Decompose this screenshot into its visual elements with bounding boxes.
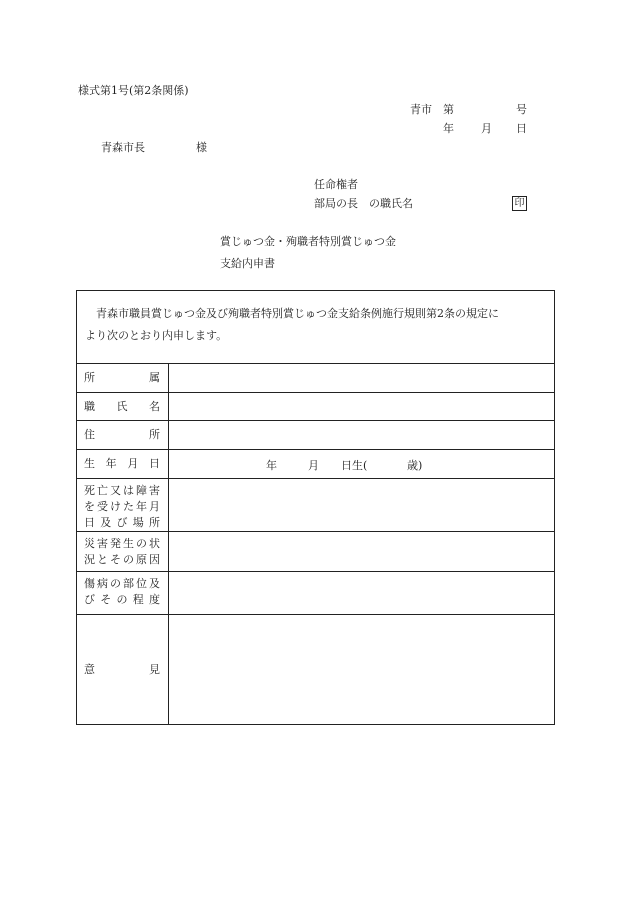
addressee-honorific: 様 bbox=[196, 141, 207, 154]
label-address: 住所 bbox=[84, 428, 160, 441]
form-id: 様式第1号(第2条関係) bbox=[78, 84, 189, 97]
dob-day: 日生( bbox=[341, 459, 368, 472]
field-disaster[interactable] bbox=[169, 532, 554, 571]
date-month: 月 bbox=[481, 122, 492, 135]
addressee: 青森市長 bbox=[101, 141, 145, 154]
document-title: 賞じゅつ金・殉職者特別賞じゅつ金 bbox=[220, 235, 396, 248]
row-disaster bbox=[77, 532, 554, 572]
field-affiliation[interactable] bbox=[169, 364, 554, 392]
field-birthdate[interactable] bbox=[169, 450, 554, 478]
row-birthdate bbox=[77, 450, 554, 479]
intro-line-1: 青森市職員賞じゅつ金及び殉職者特別賞じゅつ金支給条例施行規則第2条の規定に bbox=[96, 307, 499, 320]
doc-number-suffix: 号 bbox=[516, 103, 527, 116]
label-death-place: 死亡又は障害 を受けた年月 日及び場所 bbox=[84, 484, 160, 529]
dob-age: 歳) bbox=[407, 459, 423, 472]
label-disaster: 災害発生の状 況とその原因 bbox=[84, 537, 160, 566]
label-opinion: 意見 bbox=[84, 662, 160, 676]
date-day: 日 bbox=[516, 122, 527, 135]
seal-mark: 印 bbox=[512, 196, 527, 211]
row-opinion bbox=[77, 615, 554, 724]
field-death-place[interactable] bbox=[169, 479, 554, 531]
label-birthdate: 生年月日 bbox=[84, 457, 160, 470]
dob-year: 年 bbox=[266, 459, 277, 472]
dob-month: 月 bbox=[308, 459, 319, 472]
row-injury bbox=[77, 572, 554, 615]
appointing-authority: 任命権者 bbox=[314, 178, 358, 191]
doc-number-city: 青市 bbox=[410, 103, 432, 116]
label-name: 職氏名 bbox=[84, 399, 160, 413]
document-subtitle: 支給内申書 bbox=[220, 257, 275, 270]
label-injury: 傷病の部位及 びその程度 bbox=[84, 577, 160, 606]
dept-head-name: 部局の長 の職氏名 bbox=[314, 197, 413, 210]
date-year: 年 bbox=[443, 122, 454, 135]
row-death-place bbox=[77, 479, 554, 532]
field-address[interactable] bbox=[169, 421, 554, 449]
row-address bbox=[77, 421, 554, 450]
row-affiliation bbox=[77, 364, 554, 393]
field-injury[interactable] bbox=[169, 572, 554, 614]
application-form-table bbox=[76, 290, 555, 725]
row-name bbox=[77, 393, 554, 421]
label-affiliation: 所属 bbox=[84, 371, 160, 384]
intro-line-2: より次のとおり内申します。 bbox=[85, 329, 228, 342]
field-opinion[interactable] bbox=[169, 615, 554, 724]
field-name[interactable] bbox=[169, 393, 554, 420]
intro-text bbox=[77, 291, 554, 364]
doc-number-prefix: 第 bbox=[443, 103, 454, 116]
